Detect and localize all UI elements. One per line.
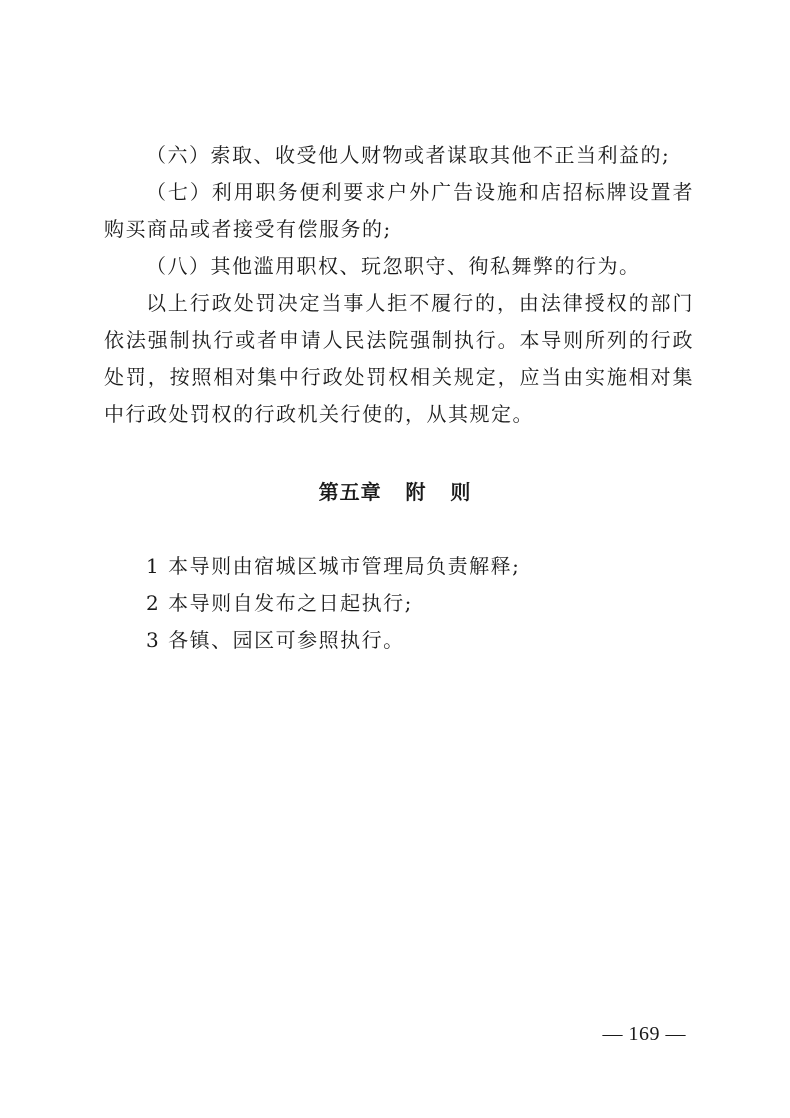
paragraph-enforcement: 以上行政处罚决定当事人拒不履行的，由法律授权的部门依法强制执行或者申请人民法院强制执行。本导则所列的行政处罚，按照相对集中行政处罚权相关规定，应当由实施相对集中行政处罚权的行政机关行使的，从其规定。 bbox=[104, 291, 694, 426]
chapter-title: 第五章 附 则 bbox=[318, 480, 472, 504]
rule-item-1: 1 本导则由宿城区城市管理局负责解释; bbox=[146, 554, 521, 578]
body-text bbox=[104, 137, 694, 433]
paragraph-item-8: （八）其他滥用职权、玩忽职守、徇私舞弊的行为。 bbox=[146, 254, 641, 278]
supplementary-rules bbox=[146, 548, 666, 659]
paragraph-item-6: （六）索取、收受他人财物或者谋取其他不正当利益的; bbox=[146, 143, 671, 167]
paragraph-item-7: （七）利用职务便利要求户外广告设施和店招标牌设置者购买商品或者接受有偿服务的; bbox=[104, 180, 694, 241]
rule-item-3: 3 各镇、园区可参照执行。 bbox=[146, 628, 405, 652]
rule-item-2: 2 本导则自发布之日起执行; bbox=[146, 591, 413, 615]
page-number: — 169 — bbox=[602, 1023, 686, 1045]
